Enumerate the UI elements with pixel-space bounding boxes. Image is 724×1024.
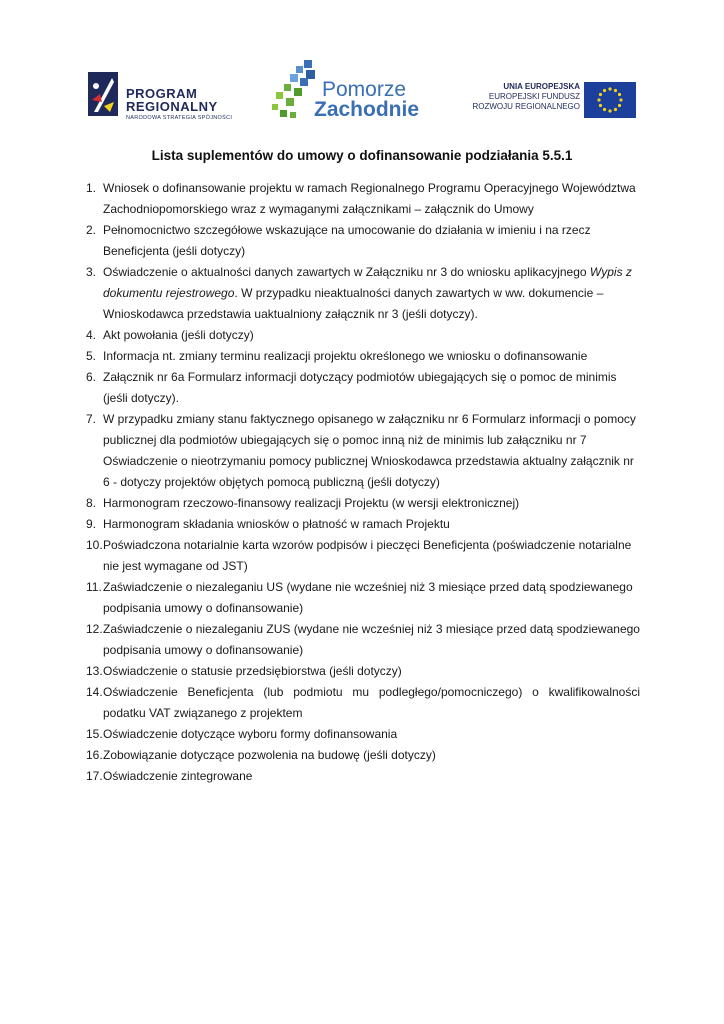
- list-item: [86, 325, 640, 346]
- eu-line3: ROZWOJU REGIONALNEGO: [472, 102, 580, 111]
- list-item-number: 16.: [86, 748, 103, 762]
- list-item-text-part: . W przypadku nieaktualności danych zawartych w ww. dokumencie – Wnioskodawca przedstawia uaktualniony załącznik nr 3 (jeśli dotyczy).: [103, 286, 604, 321]
- eu-star: [608, 109, 611, 112]
- eu-star: [599, 93, 602, 96]
- list-item-number: 8.: [86, 496, 97, 510]
- program-regionalny-line1: PROGRAM: [126, 86, 198, 101]
- list-item-text: Wniosek o dofinansowanie projektu w ramach Regionalnego Programu Operacyjnego Województwa Zachodniopomorskiego wraz z wymaganymi załącznikami – załącznik do Umowy: [103, 181, 636, 216]
- eu-star: [618, 93, 621, 96]
- list-item-text: Załącznik nr 6a Formularz informacji dotyczący podmiotów ubiegających się o pomoc de minimis (jeśli dotyczy).: [103, 370, 617, 405]
- list-item-text: Oświadczenie dotyczące wyboru formy dofinansowania: [103, 727, 398, 741]
- list-item-number: 11.: [86, 580, 102, 594]
- list-item: [86, 661, 640, 682]
- eu-line1: UNIA EUROPEJSKA: [503, 82, 580, 91]
- pomorze-zachodnie-mark-icon: [270, 58, 320, 124]
- list-item: [86, 724, 640, 745]
- eu-star: [603, 108, 606, 111]
- list-item-text-italic: Wypis z dokumentu rejestrowego: [103, 265, 632, 300]
- list-item: [86, 535, 640, 577]
- list-item-number: 9.: [86, 517, 97, 531]
- pomorze-zachodnie-logo: [270, 58, 420, 124]
- list-item-text: Oświadczenie zintegrowane: [103, 769, 253, 783]
- eu-star: [619, 98, 622, 101]
- list-item-text: Zaświadczenie o niezaleganiu US (wydane nie wcześniej niż 3 miesiące przed datą spodziewanego podpisania umowy o dofinansowanie): [103, 580, 633, 615]
- list-item-number: 17.: [86, 769, 103, 783]
- list-item-text-part: Oświadczenie o aktualności danych zawartych w Załączniku nr 3 do wniosku aplikacyjnego: [103, 265, 590, 279]
- list-item-text: Poświadczona notarialnie karta wzorów podpisów i pieczęci Beneficjenta (poświadczenie notarialne nie jest wymagane od JST): [103, 538, 632, 573]
- list-item-text: Zobowiązanie dotyczące pozwolenia na budowę (jeśli dotyczy): [103, 748, 436, 762]
- list-item: [86, 577, 640, 619]
- list-item-number: 14.: [86, 685, 103, 699]
- eu-flag-icon: [584, 82, 636, 118]
- list-item-text: Informacja nt. zmiany terminu realizacji projektu określonego we wniosku o dofinansowanie: [103, 349, 588, 363]
- list-item-number: 5.: [86, 349, 97, 363]
- list-item: [86, 367, 640, 409]
- list-item-text: Harmonogram składania wniosków o płatność w ramach Projektu: [103, 517, 450, 531]
- list-item: [86, 220, 640, 262]
- program-regionalny-line2: REGIONALNY: [126, 99, 218, 114]
- list-item-text: Akt powołania (jeśli dotyczy): [103, 328, 254, 342]
- list-item-number: 12.: [86, 622, 103, 636]
- list-item-text: Oświadczenie Beneficjenta (lub podmiotu mu podległego/pomocniczego) o kwalifikowalności podatku VAT związanego z projektem: [103, 685, 640, 720]
- list-item-number: 3.: [86, 265, 97, 279]
- list-item: [86, 514, 640, 535]
- list-item: [86, 178, 640, 220]
- eu-star: [597, 98, 600, 101]
- list-item: [86, 682, 640, 724]
- list-item-text: [103, 265, 632, 321]
- list-item-number: 10.: [86, 538, 103, 552]
- eu-star: [599, 104, 602, 107]
- eu-star: [608, 87, 611, 90]
- eu-star: [603, 89, 606, 92]
- list-item: [86, 262, 640, 325]
- list-item-number: 1.: [86, 181, 97, 195]
- program-regionalny-logo: [88, 72, 238, 120]
- list-item: [86, 346, 640, 367]
- list-item-text: W przypadku zmiany stanu faktycznego opisanego w załączniku nr 6 Formularz informacji o pomocy publicznej dla podmiotów ubiegających się o pomoc inną niż de minimis lub załączniku nr 7 Oświadczenie o nieotrzymaniu pomocy publicznej Wnioskodawca przedstawia aktualny załącznik nr 6 - dotyczy projektów objętych pomocą publiczną (jeśli dotyczy): [103, 412, 636, 489]
- list-item-number: 4.: [86, 328, 97, 342]
- program-regionalny-subtitle: NARODOWA STRATEGIA SPÓJNOŚCI: [126, 115, 233, 121]
- list-item-text: Harmonogram rzeczowo-finansowy realizacji Projektu (w wersji elektronicznej): [103, 496, 520, 510]
- list-item-text: Oświadczenie o statusie przedsiębiorstwa (jeśli dotyczy): [103, 664, 402, 678]
- list-item-number: 7.: [86, 412, 97, 426]
- page-header: [0, 58, 724, 124]
- document-title: Lista suplementów do umowy o dofinansowanie podziałania 5.5.1: [151, 148, 573, 163]
- list-item-number: 13.: [86, 664, 103, 678]
- eu-logo-text: [472, 82, 580, 112]
- program-regionalny-mark-icon: [88, 72, 118, 116]
- list-item-number: 2.: [86, 223, 97, 237]
- list-item-text: Pełnomocnictwo szczegółowe wskazujące na umocowanie do działania w imieniu i na rzecz Beneficjenta (jeśli dotyczy): [103, 223, 591, 258]
- eu-line2: EUROPEJSKI FUNDUSZ: [488, 92, 580, 101]
- list-item: [86, 766, 640, 787]
- list-item: [86, 745, 640, 766]
- supplement-list: [86, 178, 640, 787]
- zachodnie-text: Zachodnie: [314, 98, 420, 121]
- list-item: [86, 409, 640, 493]
- pomorze-text: Pomorze: [322, 78, 407, 101]
- list-item-number: 15.: [86, 727, 103, 741]
- list-item: [86, 493, 640, 514]
- list-item: [86, 619, 640, 661]
- eu-star: [614, 89, 617, 92]
- eu-star: [614, 108, 617, 111]
- list-item-number: 6.: [86, 370, 97, 384]
- eu-star: [618, 104, 621, 107]
- list-item-text: Zaświadczenie o niezaleganiu ZUS (wydane nie wcześniej niż 3 miesiące przed datą spodziewanego podpisania umowy o dofinansowanie): [103, 622, 640, 657]
